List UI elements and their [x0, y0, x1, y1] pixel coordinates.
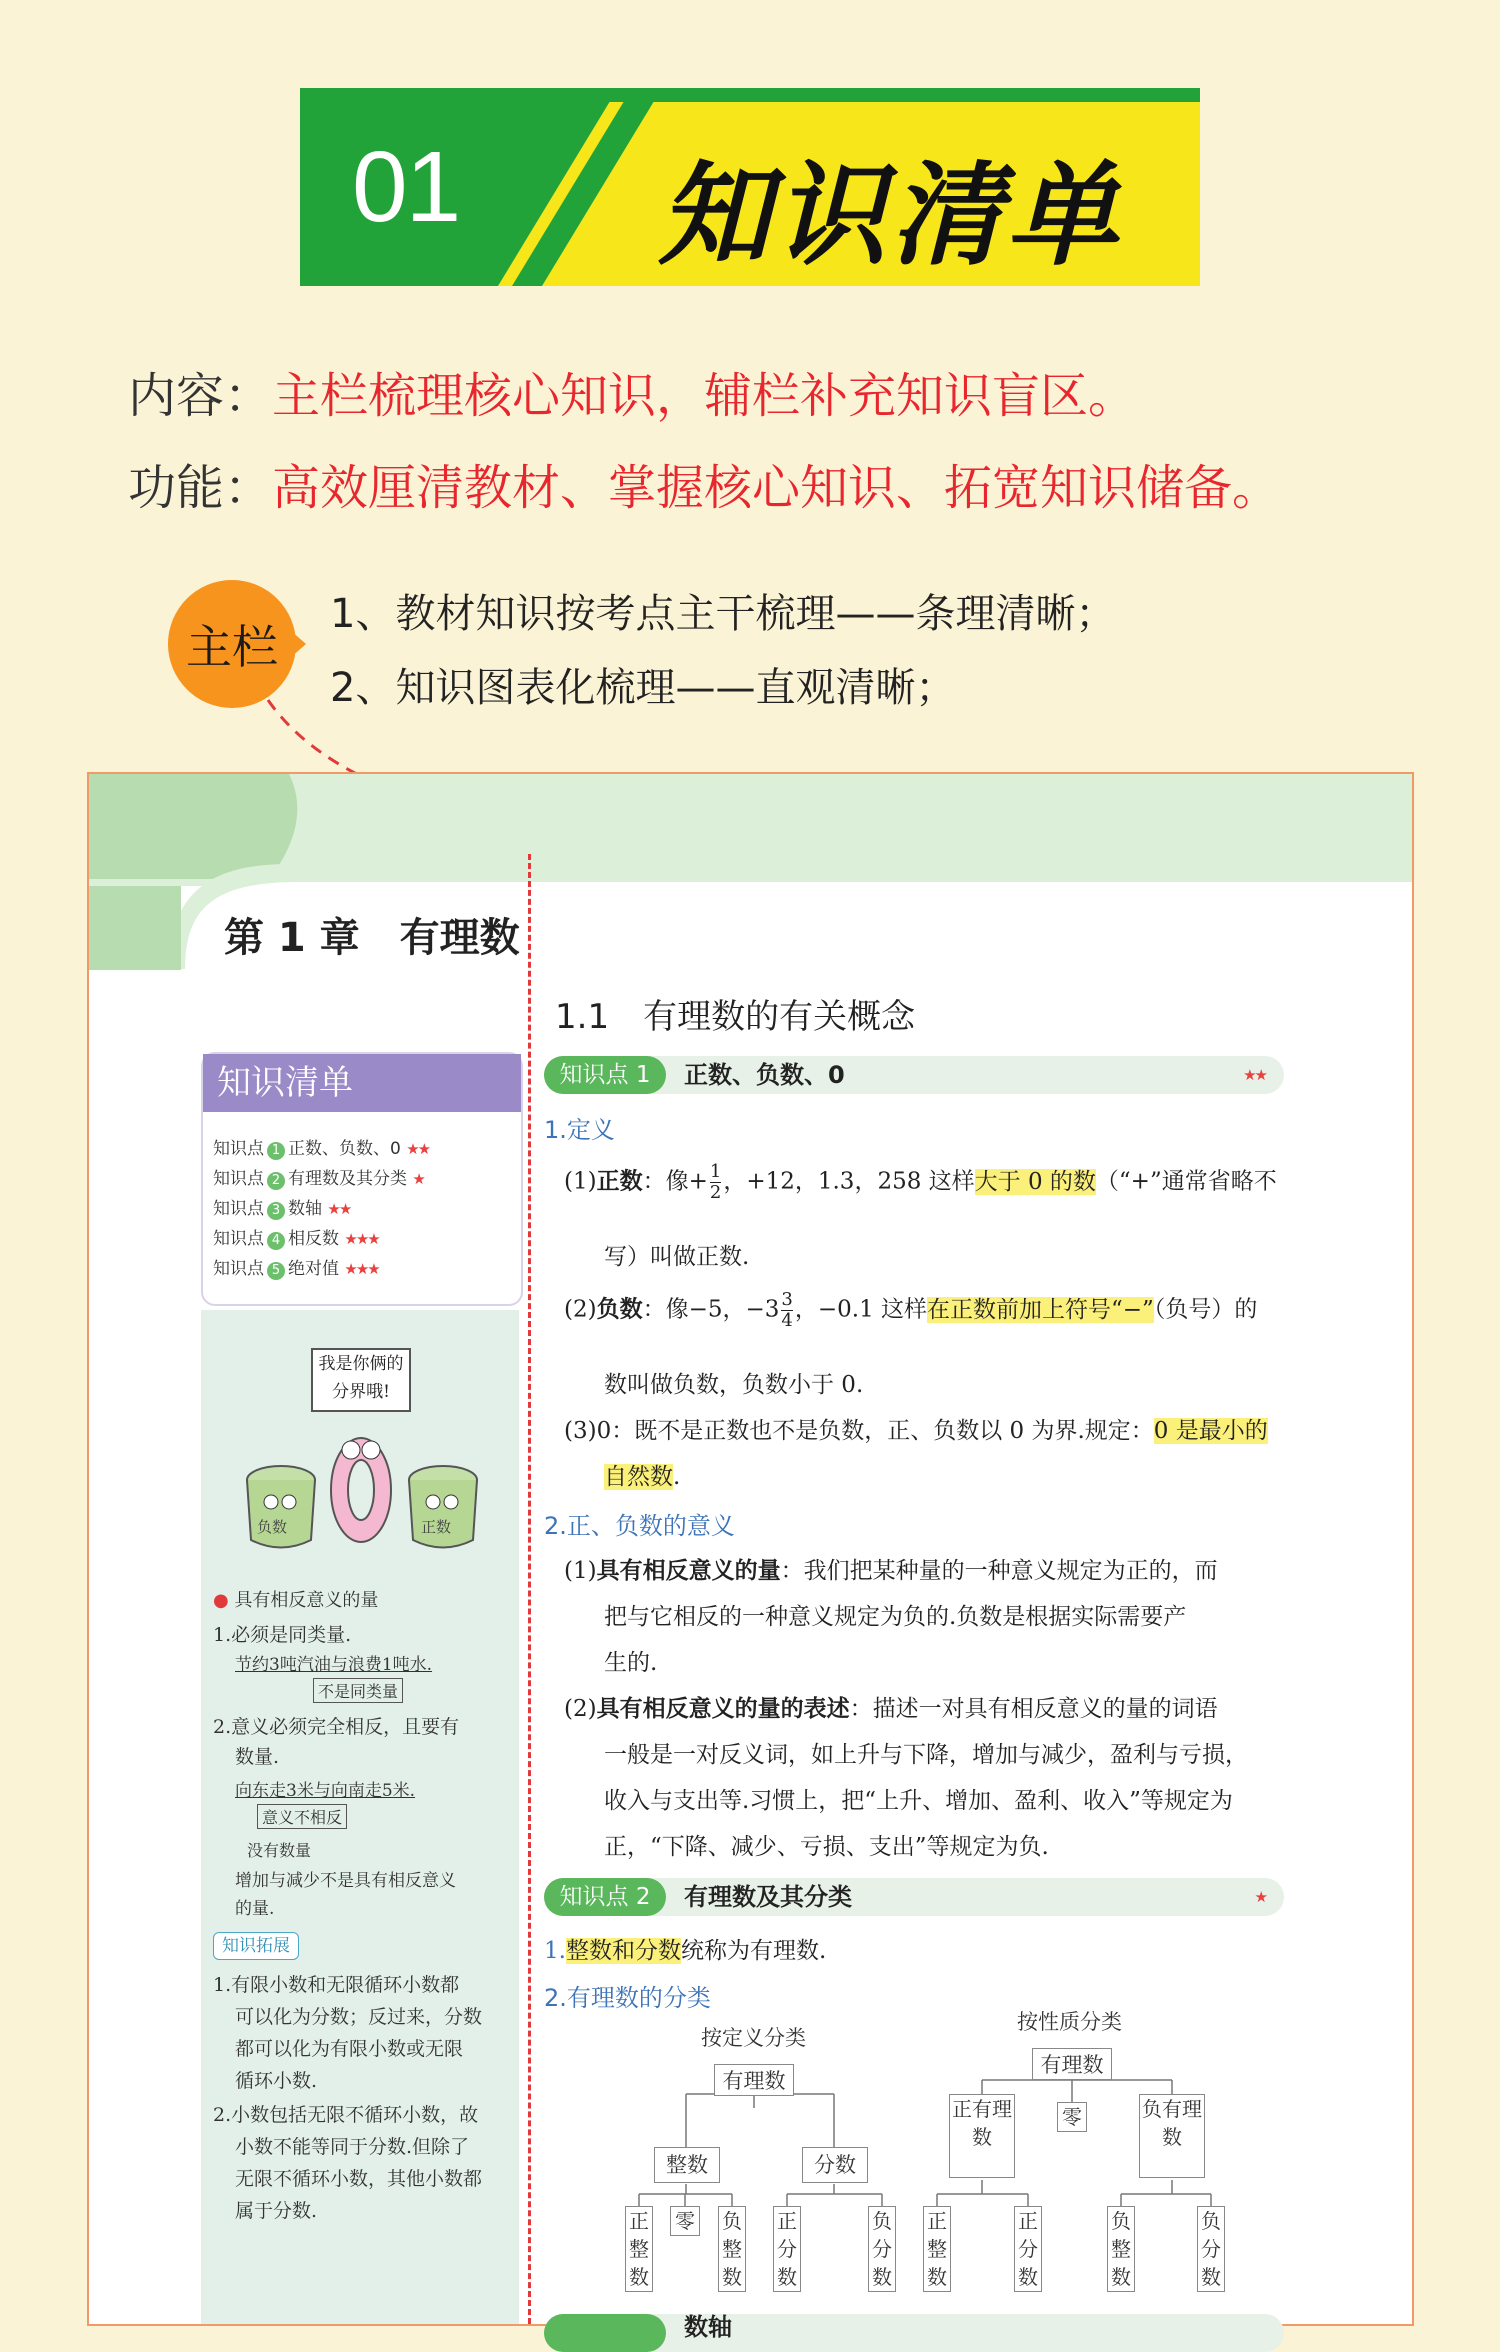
cup-left-label: 负数 [257, 1518, 288, 1536]
tree-leaf: 正整数 [923, 2206, 951, 2292]
chapter-title: 第 1 章 有理数 [224, 915, 520, 961]
divider-line [528, 854, 531, 2324]
def-positive-cont: 写）叫做正数. [604, 1244, 750, 1270]
definition-heading: 1.定义 [544, 1116, 615, 1144]
tree-leaf: 负整数 [718, 2206, 746, 2292]
list-item: 知识点 5 绝对值 ★★★ [213, 1259, 379, 1279]
tree-prop-label: 按性质分类 [1017, 2010, 1122, 2034]
tree-leaf: 正整数 [625, 2206, 653, 2292]
book-page [87, 772, 1414, 2341]
tree-leaf: 负分数 [1197, 2206, 1225, 2292]
content-value: 主栏梳理核心知识，辅栏补充知识盲区。 [272, 368, 1137, 424]
opposite-rule-1: 1.必须是同类量. [213, 1624, 352, 1646]
feature-2: 2、知识图表化梳理——直观清晰； [330, 665, 956, 711]
list-item: 知识点 2 有理数及其分类 ★ [213, 1169, 424, 1189]
cup-right-label: 正数 [421, 1518, 452, 1536]
feature-1: 1、教材知识按考点主干梳理——条理清晰； [330, 591, 1116, 637]
extension-line: 小数不能等同于分数.但除了 [235, 2136, 470, 2158]
def-positive: (1)正数：像+ $\frac{1}{2}$ ，+12，1.3，258 这样大于 0 的数（“+”通常省略不 [564, 1161, 1277, 1203]
opposite-example-2: 向东走3米与向南走5米. [235, 1781, 416, 1801]
def-negative: (2)负数：像−5，−3 $\frac{3}{4}$ ，−0.1 这样在正数前加上符号“−”（负号）的 [564, 1289, 1258, 1331]
extension-line: 可以化为分数；反过来，分数 [235, 2006, 483, 2028]
banner-title: 知识清单 [658, 151, 1122, 281]
opposite-note-3: 没有数量 [247, 1841, 312, 1860]
opposite-example-1: 节约3吨汽油与浪费1吨水. [235, 1655, 433, 1675]
def-negative-cont: 数叫做负数，负数小于 0. [604, 1372, 864, 1398]
extension-tag: 知识拓展 [213, 1932, 299, 1960]
kp2-title: 有理数及其分类 [684, 1883, 852, 1911]
meaning-2-cont2: 收入与支出等.习惯上，把“上升、增加、盈利、收入”等规定为 [604, 1788, 1233, 1814]
badge-pointer [290, 630, 310, 660]
tree-leaf: 正分数 [773, 2206, 801, 2292]
extension-line: 循环小数. [235, 2070, 318, 2092]
function-value: 高效厘清教材、掌握核心知识、拓宽知识储备。 [272, 460, 1281, 516]
knowledge-point-1-bar [544, 1056, 1284, 1094]
tree-leaf: 负分数 [868, 2206, 896, 2292]
knowledge-point-3-bar [544, 2314, 1284, 2352]
extension-line: 1.有限小数和无限循环小数都 [213, 1974, 460, 1996]
tree-prop-negative: 负有理数 [1139, 2094, 1205, 2178]
tree-def-fraction: 分数 [802, 2147, 868, 2183]
number-characters-illustration [231, 1410, 491, 1560]
tree-leaf: 正分数 [1014, 2206, 1042, 2292]
tree-leaf: 负整数 [1107, 2206, 1135, 2292]
kp3-title: 数轴 [684, 2313, 732, 2341]
opposite-note-1: 不是同类量 [313, 1678, 403, 1703]
tree-def-integer: 整数 [654, 2147, 720, 2183]
knowledge-point-2-bar [544, 1878, 1284, 1916]
function-label: 功能： [128, 460, 273, 516]
tree-leaf: 零 [670, 2206, 700, 2236]
sidebar-title: 知识清单 [203, 1054, 521, 1112]
banner [300, 88, 1200, 286]
main-column-badge: 主栏 [168, 580, 296, 708]
content-label: 内容： [128, 368, 273, 424]
opposite-rule-2b: 数量. [235, 1746, 280, 1768]
kp1-title: 正数、负数、0 [684, 1061, 845, 1089]
kp2-line-2: 2.有理数的分类 [544, 1984, 711, 2012]
section-title: 1.1 有理数的有关概念 [555, 997, 916, 1037]
tree-prop-positive: 正有理数 [949, 2094, 1015, 2178]
sidebar-panel [201, 1310, 519, 2324]
opposite-example-3: 增加与减少不是具有相反意义 [235, 1871, 456, 1891]
list-item: 知识点 3 数轴 ★★ [213, 1199, 351, 1219]
extension-line: 属于分数. [235, 2200, 318, 2222]
intro-function [128, 458, 1280, 518]
meaning-2-cont: 一般是一对反义词，如上升与下降，增加与减少，盈利与亏损， [604, 1742, 1248, 1768]
kp3-tag [544, 2314, 666, 2352]
def-zero-cont: 自然数. [604, 1464, 681, 1490]
tree-prop-root: 有理数 [1032, 2048, 1112, 2080]
opposite-example-3b: 的量. [235, 1899, 275, 1919]
kp1-tag: 知识点 1 [544, 1056, 666, 1094]
list-item: 知识点 1 正数、负数、0 ★★ [213, 1139, 430, 1159]
tree-def-label: 按定义分类 [701, 2026, 806, 2050]
opposite-title: ● 具有相反意义的量 [213, 1590, 379, 1611]
bullet-icon: ● [213, 1590, 235, 1611]
banner-number: 01 [352, 131, 460, 243]
intro-content [128, 366, 1136, 426]
tree-prop-zero: 零 [1057, 2102, 1087, 2132]
sidebar-knowledge-list [201, 1052, 523, 1306]
def-zero: (3)0：既不是正数也不是负数，正、负数以 0 为界.规定：0 是最小的 [564, 1418, 1268, 1444]
list-item: 知识点 4 相反数 ★★★ [213, 1229, 379, 1249]
kp1-stars: ★★ [1243, 1066, 1266, 1084]
tree-def-root: 有理数 [714, 2064, 794, 2096]
speech-bubble: 我是你俩的分界哦! [311, 1348, 411, 1412]
meaning-1: (1)具有相反意义的量：我们把某种量的一种意义规定为正的，而 [564, 1558, 1218, 1584]
opposite-note-2: 意义不相反 [257, 1804, 347, 1829]
extension-line: 都可以化为有限小数或无限 [235, 2038, 464, 2060]
meaning-heading: 2.正、负数的意义 [544, 1512, 735, 1540]
meaning-1-cont: 把与它相反的一种意义规定为负的.负数是根据实际需要产 [604, 1604, 1187, 1630]
kp2-line-1: 1.整数和分数统称为有理数. [544, 1938, 827, 1964]
meaning-1-cont2: 生的. [604, 1650, 658, 1676]
meaning-2-cont3: 正，“下降、减少、亏损、支出”等规定为负. [604, 1834, 1049, 1860]
extension-line: 2.小数包括无限不循环小数，故 [213, 2104, 479, 2126]
opposite-rule-2a: 2.意义必须完全相反，且要有 [213, 1716, 460, 1738]
meaning-2: (2)具有相反意义的量的表述：描述一对具有相反意义的量的词语 [564, 1696, 1218, 1722]
kp2-tag: 知识点 2 [544, 1878, 666, 1916]
kp2-stars: ★ [1254, 1888, 1266, 1906]
extension-line: 无限不循环小数，其他小数都 [235, 2168, 483, 2190]
